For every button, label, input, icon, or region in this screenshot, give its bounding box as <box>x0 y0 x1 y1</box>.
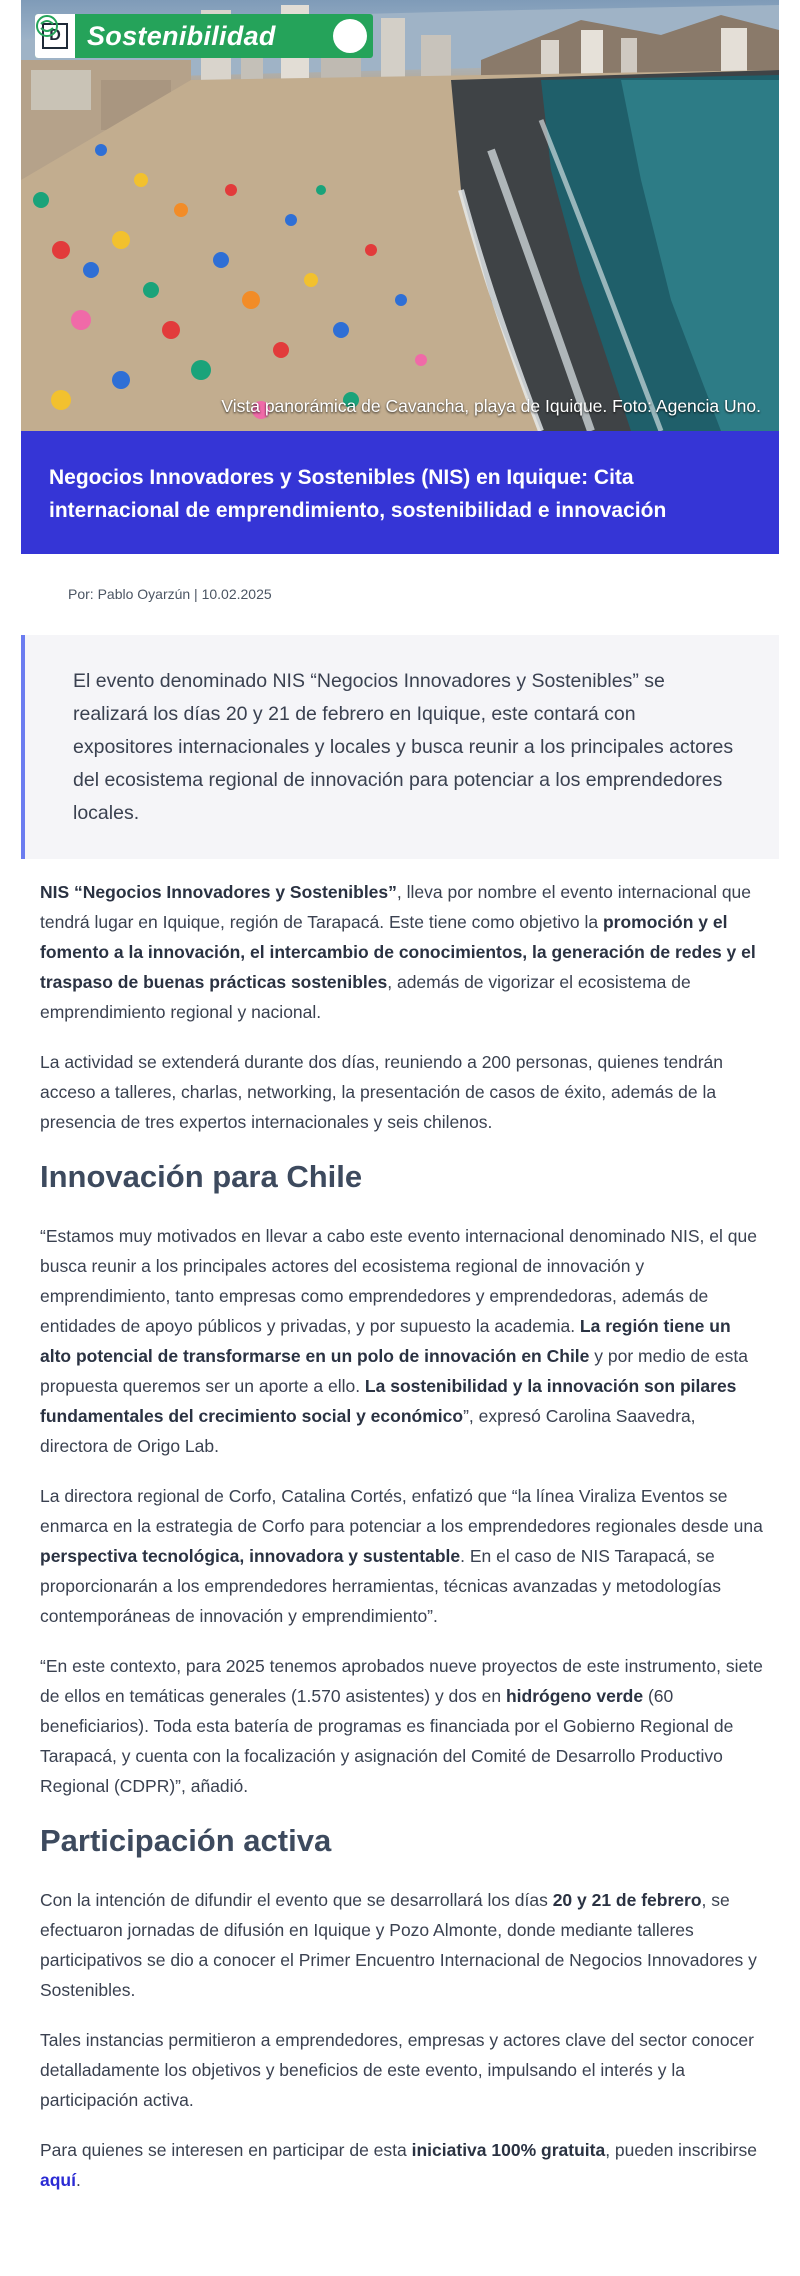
text: Con la intención de difundir el evento que se desarrollará los días <box>40 1890 553 1910</box>
bold-text: hidrógeno verde <box>505 1686 644 1706</box>
hero-image <box>21 0 779 431</box>
section-heading: Innovación para Chile <box>40 1159 363 1194</box>
headline-box <box>21 431 779 554</box>
paragraph <box>40 877 766 1027</box>
text: (60 beneficiarios). Toda esta batería de programas es financiada por el Gobierno Regional de Tarapacá, y cuenta con la focalización y asignación del Comité de Desarrollo Productivo Regional (CDPR)”, añadió. <box>40 1686 734 1796</box>
paragraph: Tales instancias permitieron a emprendedores, empresas y actores clave del sector conocer detalladamente los objetivos y beneficios de este evento, impulsando el interés y la participación activa. <box>40 2030 754 2110</box>
section-badge[interactable] <box>35 14 373 58</box>
bold-text: iniciativa 100% gratuita <box>411 2140 606 2160</box>
leaf-icon <box>333 19 367 53</box>
paragraph <box>40 1651 766 1801</box>
article-body <box>40 877 766 2215</box>
text: . <box>75 2170 81 2190</box>
page-title: Negocios Innovadores y Sostenibles (NIS) en Iquique: Cita internacional de emprendimiento, sostenibilidad e innovación <box>49 466 667 522</box>
text: , además de vigorizar el ecosistema de emprendimiento regional y nacional. <box>40 972 691 1022</box>
text: ”, expresó Carolina Saavedra, directora de Origo Lab. <box>40 1406 696 1456</box>
text: “En este contexto, para 2025 tenemos aprobados nueve proyectos de este instrumento, siete de ellos en temáticas generales (1.570 asistentes) y dos en <box>40 1656 763 1706</box>
beach-photo <box>21 0 779 431</box>
paragraph <box>40 1481 766 1631</box>
bold-text: NIS “Negocios Innovadores y Sostenibles” <box>40 882 397 902</box>
image-caption: Vista panorámica de Cavancha, playa de Iquique. Foto: Agencia Uno. <box>221 396 761 416</box>
bold-text: La sostenibilidad y la innovación son pilares fundamentales del crecimiento social y económico <box>40 1376 737 1426</box>
text: y por medio de esta propuesta queremos ser un aporte a ello. <box>40 1346 748 1396</box>
lead-text: El evento denominado NIS “Negocios Innovadores y Sostenibles” se realizará los días 20 y 21 de febrero en Iquique, este contará con expositores internacionales y locales y busca reunir a los principales actores del ecosistema regional de innovación para potenciar a los emprendedores locales. <box>73 670 734 824</box>
section-badge-label: Sostenibilidad <box>87 20 276 51</box>
text: La directora regional de Corfo, Catalina Cortés, enfatizó que “la línea Viraliza Eventos se enmarca en la estrategia de Corfo para potenciar a los emprendedores regionales desde una <box>40 1486 763 1536</box>
bold-text: promoción y el fomento a la innovación, el intercambio de conocimientos, la generación de redes y el traspaso de buenas prácticas sostenibles <box>40 912 756 992</box>
paragraph: La actividad se extenderá durante dos días, reuniendo a 200 personas, quienes tendrán acceso a talleres, charlas, networking, la presentación de casos de éxito, además de la presencia de tres expertos internacionales y seis chilenos. <box>40 1052 723 1132</box>
logo-letter: D <box>42 23 68 49</box>
bold-text: La región tiene un alto potencial de transformarse en un polo de innovación en Chile <box>40 1316 731 1366</box>
text: . En el caso de NIS Tarapacá, se proporcionarán a los emprendedores herramientas, técnicas avanzadas y metodologías contemporáneas de innovación y emprendimiento”. <box>40 1546 721 1626</box>
bold-text: perspectiva tecnológica, innovadora y sustentable <box>40 1546 461 1566</box>
section-heading: Participación activa <box>40 1823 332 1858</box>
lead-box <box>21 635 779 859</box>
paragraph <box>40 1221 766 1461</box>
byline: Por: Pablo Oyarzún | 10.02.2025 <box>68 586 272 602</box>
paragraph <box>40 1885 766 2005</box>
text: , pueden inscribirse <box>605 2140 757 2160</box>
signup-link[interactable]: aquí <box>40 2170 76 2190</box>
text: , se efectuaron jornadas de difusión en Iquique y Pozo Almonte, donde mediante talleres participativos se dio a conocer el Primer Encuentro Internacional de Negocios Innovadores y Sostenibles. <box>40 1890 757 2000</box>
text: , lleva por nombre el evento internacional que tendrá lugar en Iquique, región de Tarapacá. Este tiene como objetivo la <box>40 882 752 932</box>
bold-text: 20 y 21 de febrero <box>552 1890 702 1910</box>
text: Para quienes se interesen en participar de esta <box>40 2140 412 2160</box>
text: “Estamos muy motivados en llevar a cabo este evento internacional denominado NIS, el que busca reunir a los principales actores del ecosistema regional de innovación y emprendimiento, tanto empresas como emprendedores y emprendedoras, además de entidades de apoyo públicos y privadas, y por supuesto la academia. <box>40 1226 757 1336</box>
paragraph <box>40 2135 766 2195</box>
